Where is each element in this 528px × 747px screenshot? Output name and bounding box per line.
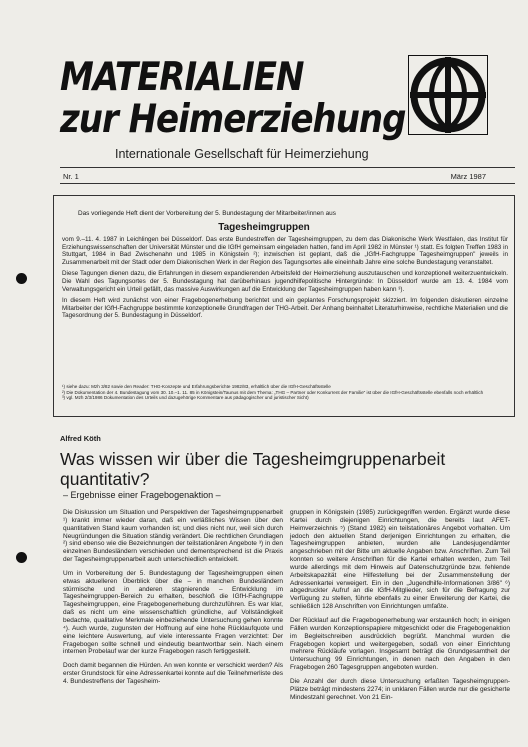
- intro-heading: Tagesheimgruppen: [218, 222, 310, 233]
- punch-hole: [16, 552, 27, 563]
- article-column-left: [63, 509, 283, 692]
- article-paragraph: Doch damit begannen die Hürden. An wen konnte er verschickt werden? Als erster Grundstock für eine Adressenkartei konnte auf die Teilnehmerliste des 4. Bundestreffens der Tagesheim-: [63, 662, 283, 685]
- top-rule: [60, 167, 515, 168]
- intro-paragraph: vom 9.–11. 4. 1987 in Leichlingen bei Düsseldorf. Das erste Bundestreffen der Tagesheimgruppen, zu dem das Diakonische Werk Westfalen, das Institut für Erziehungswissenschaften der Universität Münster und die IGfH gemeinsam eingeladen hatten, fand im April 1982 in Münster ¹) statt. Es folgten Treffen 1983 in Stuttgart, 1984 in Bad Zwischenahn und 1985 in Königstein ²); inzwischen ist geplant, daß die „IGfH-Fachgruppe Tagesheimgruppen" jeweils in Zusammenarbeit mit der Stadt oder dem Diakonischen Werk in der Region des Tagungsortes alle eineinhalb Jahre eine solche Bundestagung veranstaltet.: [62, 236, 508, 266]
- footnote: ³) vgl. Mzh 2/3/1986 Dokumentation des Urteils und dazugehörige Kommentare aus pädagogischer und juristischer Sicht): [62, 395, 309, 401]
- intro-paragraph: Diese Tagungen dienen dazu, die Erfahrungen in diesem expandierenden Arbeitsfeld der Heimerziehung auszutauschen und konzeptionell weiterzuentwickeln. Die Wahl des Tagungsortes der 5. Bundestagung hat darüberhinaus jugendhilfepolitische Hintergründe: In Düsseldorf wurde am 13. 4. 1984 vom Verwaltungsgericht ein Urteil gefällt, das massive Auswirkungen auf die Entwicklung der Tagesheimgruppen haben kann ³).: [62, 270, 508, 293]
- issue-number: Nr. 1: [63, 172, 79, 181]
- footnote: ²) Die Dokumentation der 4. Bundestagung vom 30. 10.–1. 11. 85 in Königstein/Taunus mit dem Thema: „THG – Partner oder Konkurrent der Familie" ist über die IGfH-Geschäftsstelle ebenfalls noch erhältlich: [62, 389, 484, 395]
- masthead-title: [60, 54, 406, 143]
- masthead-line-2: zur Heimerziehung: [60, 96, 406, 143]
- article-paragraph: Um in Vorbereitung der 5. Bundestagung der Tagesheimgruppen einen etwas aktuelleren Überblick über die – in manchen Bundesländern stürmische und in anderen stagnierende – Entwicklung im Tagesheimgruppen-Bereich zu erhalten, beschloß die IGfH-Fachgruppe Tagesheimgruppen, eine Fragebogenerhebung durchzuführen. Es war klar, daß es nicht um eine wissenschaftlich gründliche, auf Vollständigkeit bedachte, qualitative Merkmale einbeziehende Untersuchung gehen konnte ⁴). Auch wurde, zugunsten der Hoffnung auf eine hohe Rücklaufquote und eine leichtere Auswertung, auf viele interessante Fragen verzichtet: Der Fragebogen sollte schnell und eindeutig beantwortbar sein. Nach einem internen Probelauf war der kurze Fragebogen rasch fertiggestellt.: [63, 569, 283, 656]
- bottom-rule: [60, 183, 515, 184]
- punch-hole: [16, 273, 27, 284]
- intro-paragraph: In diesem Heft wird zunächst von einer Fragebogenerhebung berichtet und ein geplantes Forschungsprojekt skizziert. Im folgenden diskutieren einzelne Mitarbeiter der IGfH-Fachgruppe bestimmte konzeptionelle Grundfragen der THG-Arbeit. Der Anhang beinhaltet Literaturhinweise, rechtliche Materialien und die Tagesordnung der 5. Bundestagung in Düsseldorf.: [62, 297, 508, 320]
- article-subtitle: – Ergebnisse einer Fragebogenaktion –: [63, 490, 221, 500]
- intro-body: [62, 236, 508, 324]
- globe-logo-icon: [408, 55, 488, 135]
- masthead-subtitle: Internationale Gesellschaft für Heimerziehung: [115, 147, 369, 161]
- masthead-line-1: MATERIALIEN: [60, 54, 304, 101]
- footnotes: [62, 384, 508, 401]
- article-paragraph: gruppen in Königstein (1985) zurückgegriffen werden. Ergänzt wurde diese Kartei durch diejenigen Einrichtungen, die bereits laut AFET-Heimverzeichnis ⁵) (Stand 1982) ein teilstationäres Angebot vorhalten. Um jedoch den aktuellen Stand derjenigen Einrichtungen zu erhalten, die Tagesheimgruppen anbieten, wurden alle Landesjugendämter angeschrieben mit der Bitte um aktuelle Angaben bzw. Anschriften. Zum Teil konnten so weitere Anschriften für die Kartei erhalten werden, zum Teil wurde allerdings mit dem Hinweis auf Datenschutzgründe bzw. fehlende Arbeitskapazität eine Hilfestellung bei der Zusammenstellung der Adressenkartei verweigert. Ein in den „Jugendhilfe-Informationen 3/86" ⁶) abgedruckter Aufruf an die IGfH-Mitglieder, sich für die Befragung zur Verfügung zu stellen, führte ebenfalls zu einer Erweiterung der Kartei, die schließlich 128 Anschriften von Einrichtungen umfaßte.: [290, 509, 510, 611]
- article-paragraph: Die Diskussion um Situation und Perspektiven der Tagesheimgruppenarbeit ¹) krankt immer wieder daran, daß ein verläßliches Wissen über den quantitativen Stand kaum vorhanden ist; und dies nicht nur, weil sich durch Neugründungen die Situation ständig verändert. Die rechtlichen Grundlagen ²) sind ebenso wie die Bezeichnungen der teilstationären Angebote ³) in den einzelnen Bundesländern verschieden und dementsprechend ist die Praxis der Tagesheimgruppenarbeit auch unterschiedlich entwickelt.: [63, 509, 283, 564]
- article-title: Was wissen wir über die Tagesheimgruppenarbeit quantitativ?: [60, 449, 446, 489]
- article-paragraph: Die Anzahl der durch diese Untersuchung erfaßten Tagesheimgruppen-Plätze beträgt mindestens 2274; in unklaren Fällen wurde nur die gesicherte Mindestzahl gerechnet. Von 21 Ein-: [290, 677, 510, 701]
- article-author: Alfred Köth: [60, 434, 101, 443]
- article-paragraph: Der Rücklauf auf die Fragebogenerhebung war erstaunlich hoch; in einigen Fällen wurden Konzeptionspapiere mitgeschickt oder die Fragebogenaktion im Begleitschreiben ausdrücklich begrüßt. Manchmal wurden die Fragebogen kopiert und weitergegeben, sodaß von einer Einrichtung mehrere Rückläufe vorlagen. Insgesamt beträgt die Grundgesamtheit der Untersuchung 99 Einrichtungen, in denen nach den Angaben in den Fragebogen 260 Tagesgruppen angeboten wurden.: [290, 616, 510, 672]
- article-column-right: [290, 509, 510, 707]
- footnote: ¹) siehe dazu: Mzh 3/82 sowie den Reader: THG-Konzepte und Erfahrungsberichte 1982/83, erhältlich über die IGfH-Geschäftsstelle: [62, 384, 331, 389]
- issue-date: März 1987: [450, 172, 486, 181]
- intro-text: Das vorliegende Heft dient der Vorbereitung der 5. Bundestagung der Mitarbeiter/innen aus: [78, 210, 336, 217]
